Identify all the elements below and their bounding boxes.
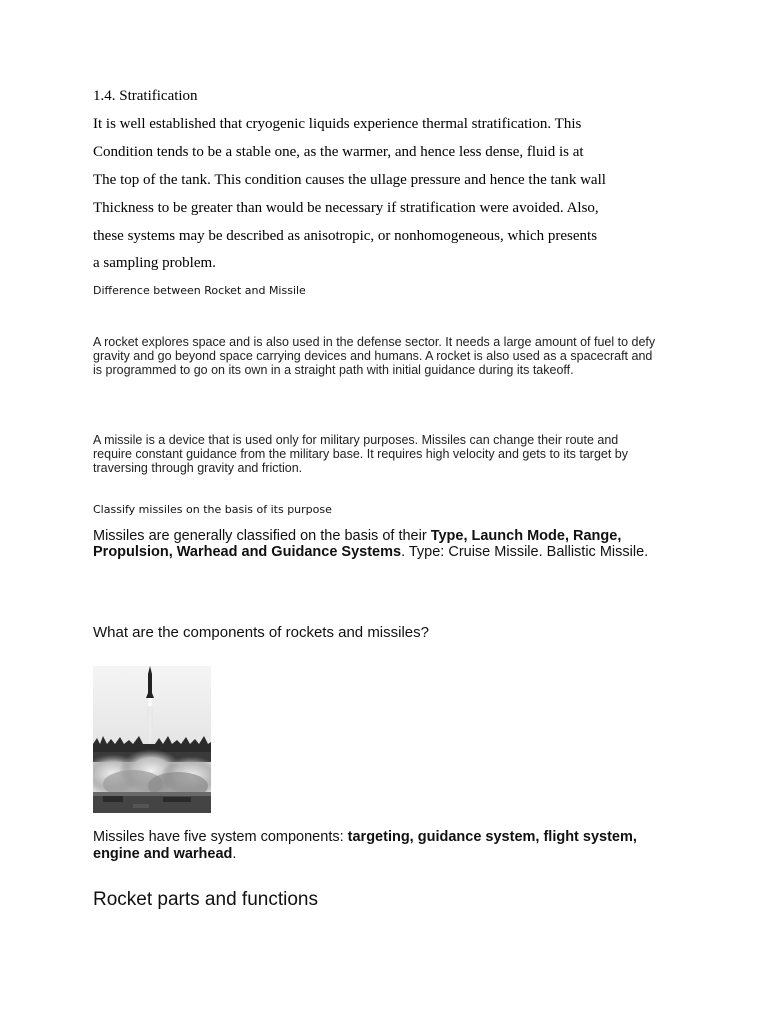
section-heading-stratification: 1.4. Stratification — [93, 88, 198, 104]
classify-text: . Type: Cruise Missile. Ballistic Missile. — [401, 544, 649, 560]
classify-bold-text: Type, Launch Mode, Range, — [430, 528, 622, 544]
heading-difference-rocket-missile: Difference between Rocket and Missile — [93, 284, 306, 297]
components-bold-text: targeting, guidance system, flight system, — [347, 829, 637, 845]
components-paragraph-line-2 — [93, 846, 236, 863]
paragraph-line: a sampling problem. — [93, 255, 216, 271]
heading-rocket-parts: Rocket parts and functions — [93, 889, 318, 910]
classify-paragraph-line-2 — [93, 544, 648, 561]
classify-bold-text: Propulsion, Warhead and Guidance Systems — [93, 544, 402, 560]
paragraph-line: these systems may be described as anisotropic, or nonhomogeneous, which presents — [93, 228, 598, 244]
paragraph-line: It is well established that cryogenic liquids experience thermal stratification. This — [93, 116, 582, 132]
classify-paragraph-line-1 — [93, 528, 621, 545]
rocket-launch-photo — [93, 666, 211, 813]
components-question: What are the components of rockets and missiles? — [93, 624, 429, 641]
components-text: . — [232, 846, 237, 862]
classify-text: Missiles are generally classified on the basis of their — [93, 528, 431, 544]
components-bold-text: engine and warhead — [93, 846, 233, 862]
missile-paragraph-line: require constant guidance from the military base. It requires high velocity and gets to its target by — [93, 447, 628, 461]
missile-paragraph-line: traversing through gravity and friction. — [93, 461, 303, 475]
rocket-paragraph-line: is programmed to go on its own in a straight path with initial guidance during its takeoff. — [93, 363, 574, 377]
paragraph-line: Thickness to be greater than would be necessary if stratification were avoided. Also, — [93, 200, 599, 216]
rocket-paragraph-line: gravity and go beyond space carrying devices and humans. A rocket is also used as a spacecraft and — [93, 349, 653, 363]
components-paragraph-line-1 — [93, 829, 637, 846]
paragraph-line: Condition tends to be a stable one, as the warmer, and hence less dense, fluid is at — [93, 144, 584, 160]
rocket-paragraph-line: A rocket explores space and is also used in the defense sector. It needs a large amount of fuel to defy — [93, 335, 656, 349]
heading-classify-missiles: Classify missiles on the basis of its purpose — [93, 503, 332, 516]
missile-paragraph-line: A missile is a device that is used only for military purposes. Missiles can change their route and — [93, 433, 619, 447]
paragraph-line: The top of the tank. This condition causes the ullage pressure and hence the tank wall — [93, 172, 606, 188]
components-text: Missiles have five system components: — [93, 829, 348, 845]
